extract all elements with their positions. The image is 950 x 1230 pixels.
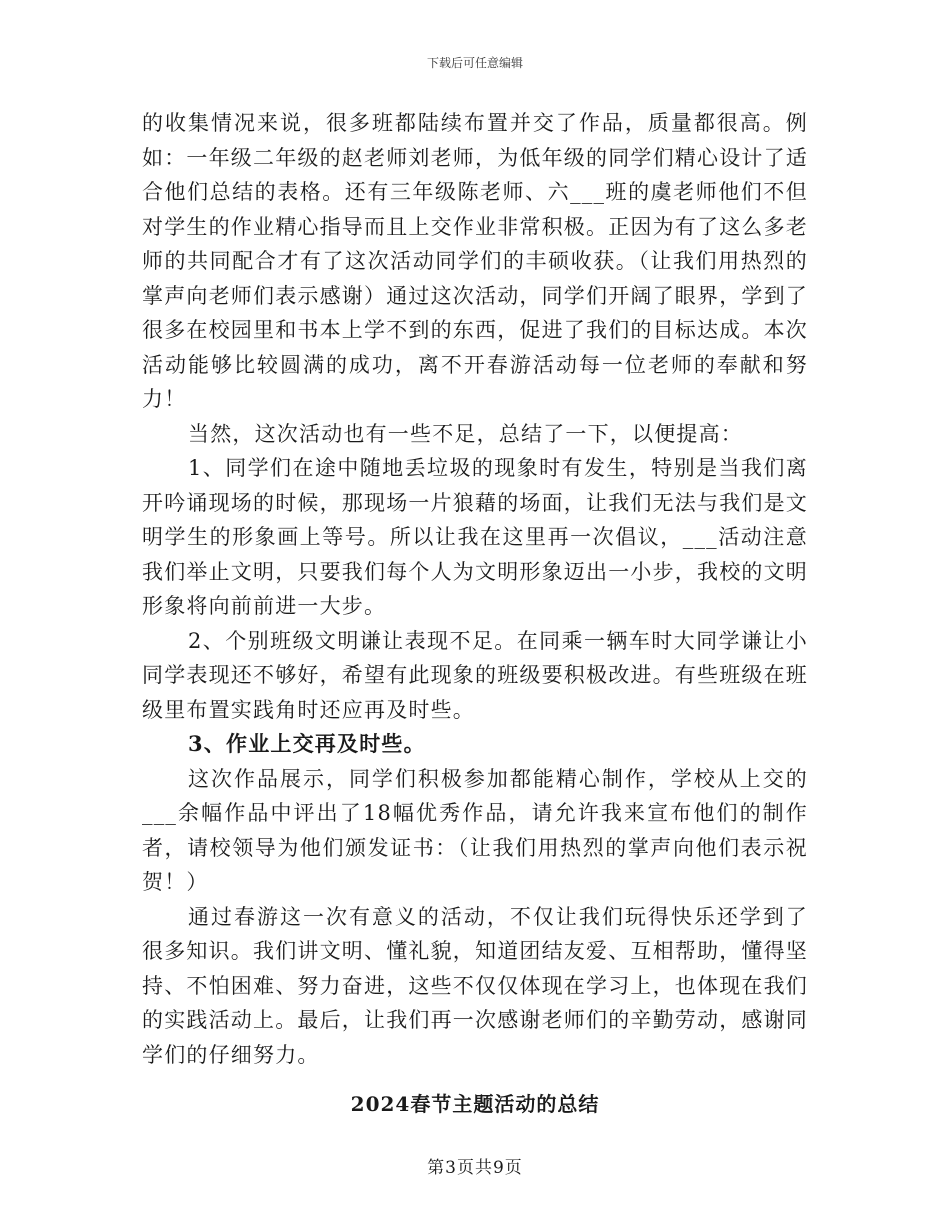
paragraph-5-heading: 3、作业上交再及时些。 [188, 731, 426, 756]
paragraph-7: 通过春游这一次有意义的活动，不仅让我们玩得快乐还学到了很多知识。我们讲文明、懂礼貌，知道团结友爱、互相帮助，懂得坚持、不怕困难、努力奋进，这些不仅仅体现在学习上，也体现在我们的实践活动上。最后，让我们再一次感谢老师们的辛勤劳动，感谢同学们的仔细努力。 [142, 904, 808, 1067]
page-number: 第3页共9页 [427, 1158, 523, 1178]
document-body [142, 106, 808, 1072]
header-note: 下载后可任意编辑 [426, 56, 523, 70]
section-title: 2024春节主题活动的总结 [350, 1092, 600, 1116]
paragraph-1: 的收集情况来说，很多班都陆续布置并交了作品，质量都很高。例如：一年级二年级的赵老师刘老师，为低年级的同学们精心设计了适合他们总结的表格。还有三年级陈老师、六___班的虞老师他们不但对学生的作业精心指导而且上交作业非常积极。正因为有了这么多老师的共同配合才有了这次活动同学们的丰硕收获。（让我们用热烈的掌声向老师们表示感谢）通过这次活动，同学们开阔了眼界，学到了很多在校园里和书本上学不到的东西，促进了我们的目标达成。本次活动能够比较圆满的成功，离不开春游活动每一位老师的奉献和努力！ [142, 111, 808, 411]
paragraph-4: 2、个别班级文明谦让表现不足。在同乘一辆车时大同学谦让小同学表现还不够好，希望有此现象的班级要积极改进。有些班级在班级里布置实践角时还应再及时些。 [142, 628, 808, 722]
paragraph-3: 1、同学们在途中随地丢垃圾的现象时有发生，特别是当我们离开吟诵现场的时候，那现场一片狼藉的场面，让我们无法与我们是文明学生的形象画上等号。所以让我在这里再一次倡议，___活动注意我们举止文明，只要我们每个人为文明形象迈出一小步，我校的文明形象将向前前进一大步。 [142, 456, 808, 618]
paragraph-6: 这次作品展示，同学们积极参加都能精心制作，学校从上交的___余幅作品中评出了18幅优秀作品，请允许我来宣布他们的制作者，请校领导为他们颁发证书：（让我们用热烈的掌声向他们表示祝贺！） [142, 766, 808, 894]
paragraph-2: 当然，这次活动也有一些不足，总结了一下，以便提高： [188, 421, 743, 446]
